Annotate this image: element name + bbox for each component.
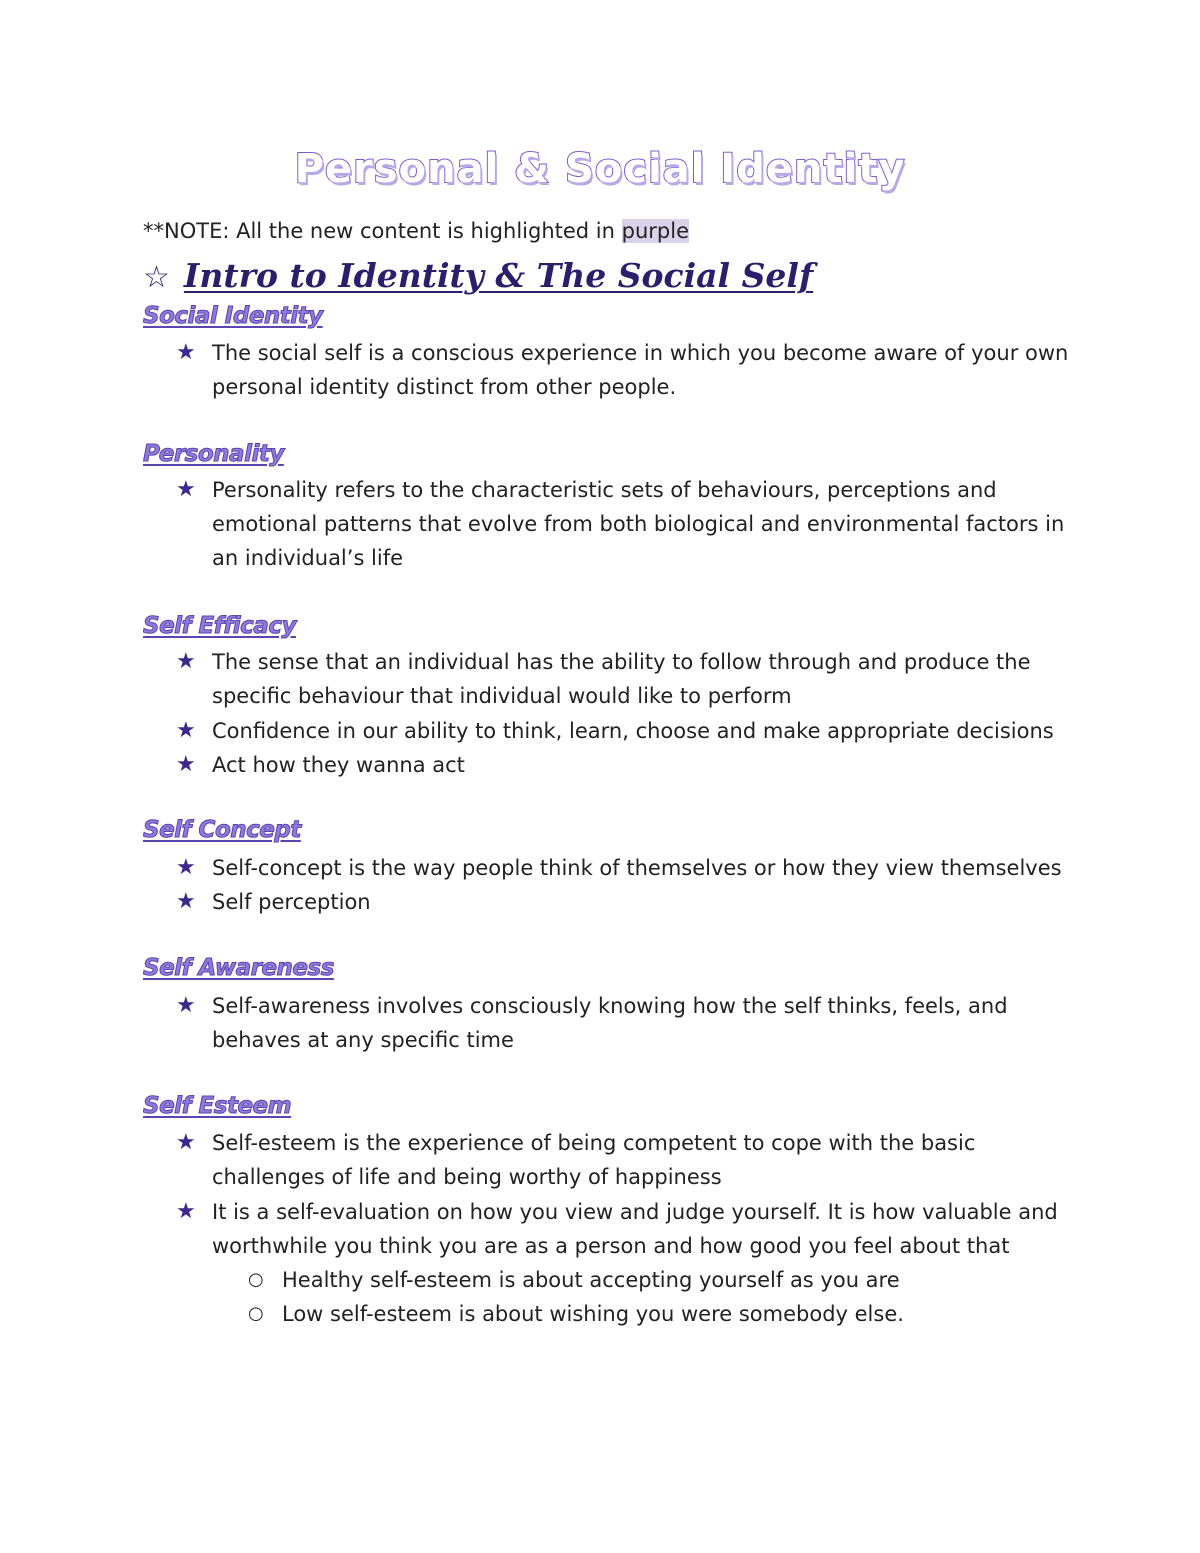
star-bullet-icon: ★ — [176, 477, 196, 502]
bullet-text: Self-concept is the way people think of themselves or how they view themselves — [212, 856, 1062, 880]
bullet-item — [176, 336, 1076, 404]
bullet-item — [176, 989, 1076, 1057]
heading-self-esteem: Self Esteem — [143, 1093, 292, 1119]
bullet-text: The sense that an individual has the ability to follow through and produce the specific behaviour that individual would like to perform — [212, 650, 1031, 708]
circle-bullet-icon: ○ — [248, 1303, 264, 1324]
star-bullet-icon: ★ — [176, 752, 196, 777]
star-bullet-icon: ★ — [176, 340, 196, 365]
star-bullet-icon: ★ — [176, 889, 196, 914]
bullet-text: Self perception — [212, 890, 371, 914]
bullet-text: It is a self-evaluation on how you view and judge yourself. It is how valuable and worthwhile you think you are as a person and how good you feel about that — [212, 1200, 1058, 1258]
bullet-text: Self-esteem is the experience of being competent to cope with the basic challenges of life and being worthy of happiness — [212, 1131, 976, 1189]
bullet-item — [176, 1126, 1076, 1194]
section-title-text: Intro to Identity & The Social Self — [183, 256, 814, 295]
sub-bullet-text: Healthy self-esteem is about accepting yourself as you are — [282, 1268, 900, 1292]
bullet-item — [176, 885, 1076, 919]
bullet-text: The social self is a conscious experience in which you become aware of your own personal identity distinct from other people. — [212, 341, 1069, 399]
star-outline-icon: ☆ — [143, 260, 170, 295]
sub-bullet-text: Low self-esteem is about wishing you were somebody else. — [282, 1302, 904, 1326]
heading-self-awareness: Self Awareness — [143, 955, 334, 981]
star-bullet-icon: ★ — [176, 855, 196, 880]
star-bullet-icon: ★ — [176, 1199, 196, 1224]
circle-bullet-icon: ○ — [248, 1269, 264, 1290]
note-highlight: purple — [621, 219, 689, 243]
section-heading — [143, 256, 813, 295]
note-line — [143, 219, 689, 243]
bullet-item — [176, 1195, 1076, 1263]
star-bullet-icon: ★ — [176, 649, 196, 674]
bullet-item — [176, 473, 1076, 575]
bullet-text: Personality refers to the characteristic sets of behaviours, perceptions and emotional patterns that evolve from both biological and environmental factors in an individual’s life — [212, 478, 1065, 570]
page-title: Personal & Social Identity — [294, 146, 906, 192]
star-bullet-icon: ★ — [176, 718, 196, 743]
heading-self-concept: Self Concept — [143, 817, 301, 843]
bullet-text: Confidence in our ability to think, learn, choose and make appropriate decisions — [212, 719, 1054, 743]
heading-self-efficacy: Self Efficacy — [143, 613, 296, 639]
bullet-item — [176, 714, 1076, 748]
bullet-item — [176, 851, 1076, 885]
bullet-item — [176, 645, 1076, 713]
bullet-text: Self-awareness involves consciously knowing how the self thinks, feels, and behaves at any specific time — [212, 994, 1008, 1052]
star-bullet-icon: ★ — [176, 1130, 196, 1155]
sub-bullet-item — [248, 1263, 1068, 1297]
heading-personality: Personality — [143, 441, 284, 467]
bullet-item — [176, 748, 1076, 782]
note-text: **NOTE: All the new content is highlighted in — [143, 219, 622, 243]
sub-bullet-item — [248, 1297, 1068, 1331]
star-bullet-icon: ★ — [176, 993, 196, 1018]
bullet-text: Act how they wanna act — [212, 753, 465, 777]
heading-social-identity: Social Identity — [143, 303, 323, 329]
